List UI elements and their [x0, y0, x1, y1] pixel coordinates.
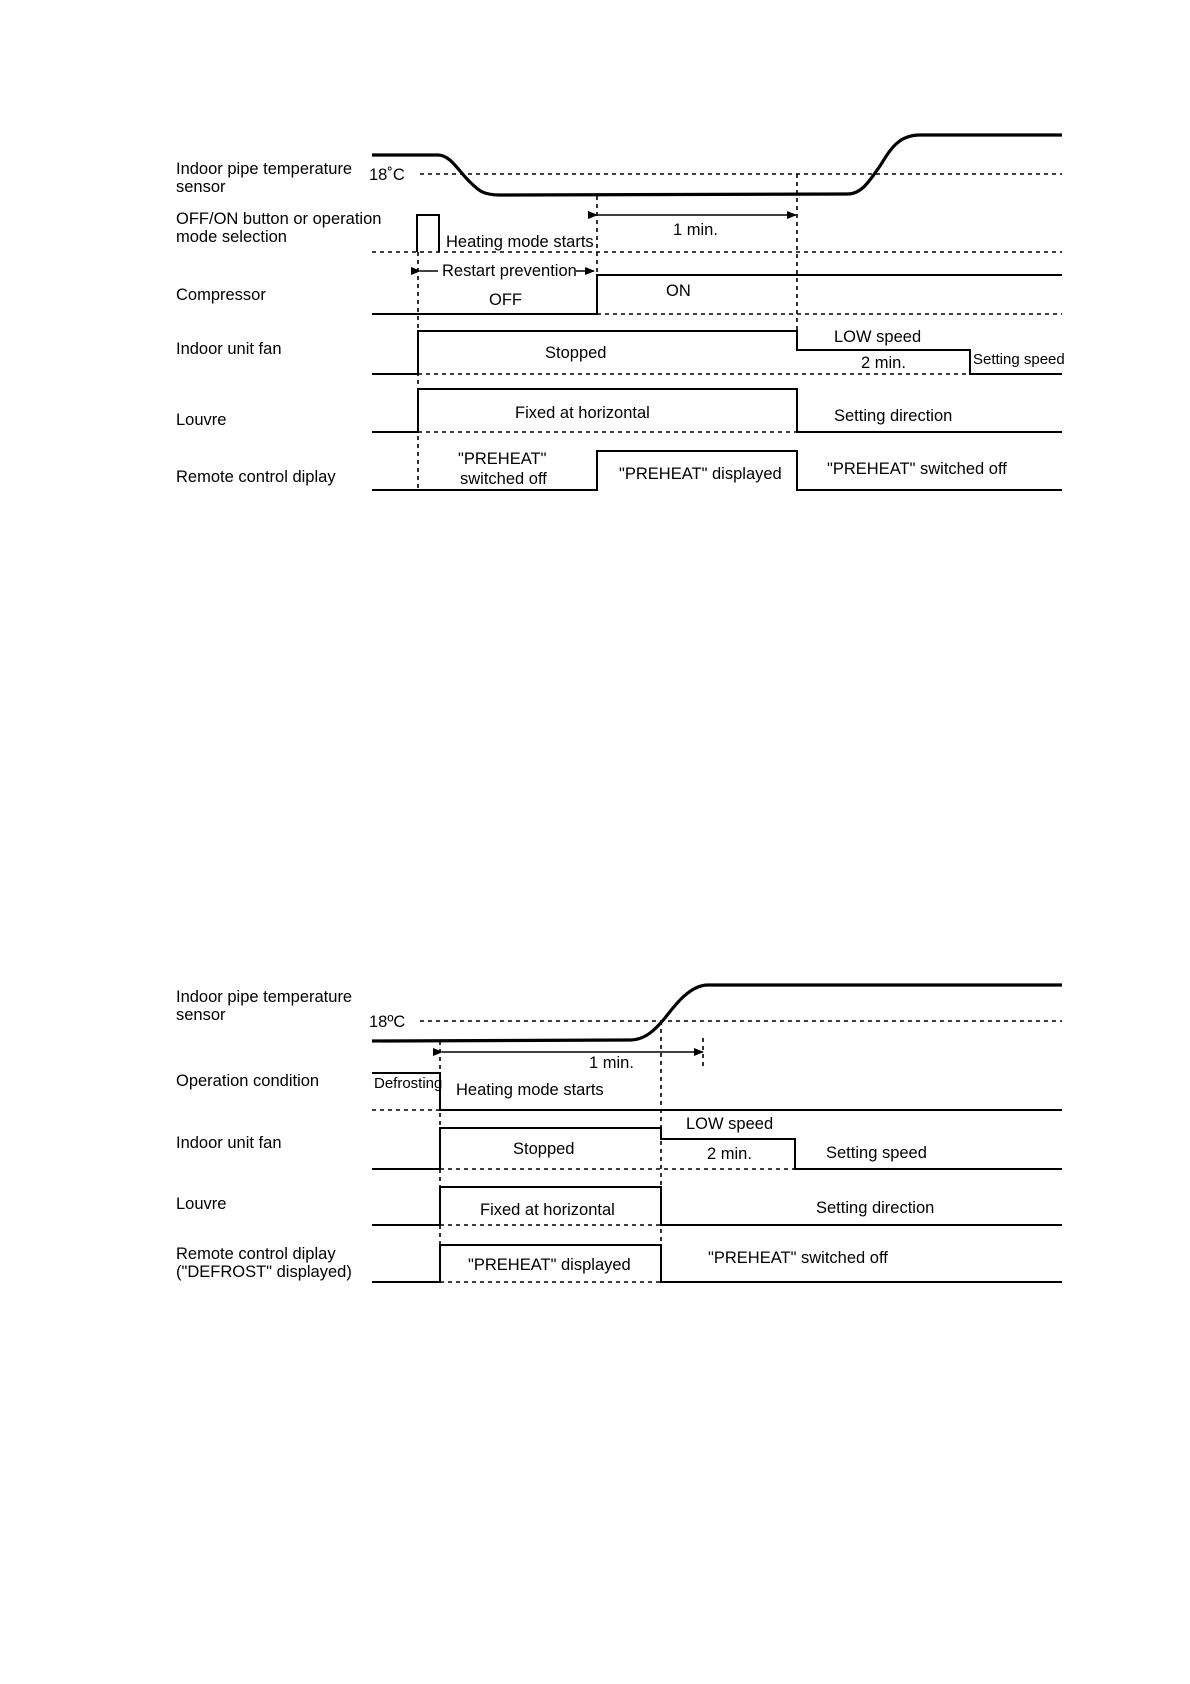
louvre-setting-label-2: Setting direction [816, 1199, 935, 1217]
fan-low-speed-label-2: LOW speed [686, 1115, 774, 1133]
fan-stopped-label: Stopped [545, 344, 607, 362]
timing-diagram-1 [176, 135, 1065, 490]
preheat-off-line2: switched off [460, 470, 547, 488]
fan-stopped-label-2: Stopped [513, 1140, 575, 1158]
fan-low-speed-label: LOW speed [834, 328, 922, 346]
louvre-fixed-label: Fixed at horizontal [515, 404, 650, 422]
fan-setting-speed-label: Setting speed [973, 351, 1065, 368]
label-pipe-sensor-2: sensor [176, 178, 226, 196]
louvre-signal [372, 389, 1062, 432]
label-pipe-sensor-1: Indoor pipe temperature [176, 160, 353, 178]
label-indoor-fan-2: Indoor unit fan [176, 1134, 282, 1152]
louvre-setting-label: Setting direction [834, 407, 953, 425]
pipe-temperature-curve [372, 135, 1062, 195]
preheat-off-line1: "PREHEAT" [458, 450, 547, 468]
preheat-displayed-label: "PREHEAT" displayed [619, 465, 782, 483]
fan-two-min-label: 2 min. [861, 354, 906, 372]
restart-prevention-label: Restart prevention [442, 262, 577, 280]
label-pipe-sensor-1b: Indoor pipe temperature [176, 988, 353, 1006]
compressor-on-label: ON [666, 282, 691, 300]
preheat-switched-off-label: "PREHEAT" switched off [827, 460, 1007, 478]
one-min-label-2: 1 min. [589, 1054, 634, 1072]
label-pipe-sensor-2b: sensor [176, 1006, 226, 1024]
timing-diagram-2 [176, 985, 1062, 1282]
pipe-temperature-curve-2 [372, 985, 1062, 1041]
fan-setting-speed-label-2: Setting speed [826, 1144, 927, 1162]
label-louvre: Louvre [176, 411, 227, 429]
fan-two-min-label-2: 2 min. [707, 1145, 752, 1163]
defrosting-label: Defrosting [374, 1075, 443, 1092]
label-remote-display-1b: Remote control diplay [176, 1245, 336, 1263]
label-remote-display-2b: ("DEFROST" displayed) [176, 1263, 352, 1281]
one-min-label: 1 min. [673, 221, 718, 239]
label-louvre-2: Louvre [176, 1195, 227, 1213]
label-onoff-2: mode selection [176, 228, 287, 246]
label-indoor-fan: Indoor unit fan [176, 340, 282, 358]
label-remote-display: Remote control diplay [176, 468, 336, 486]
label-onoff-1: OFF/ON button or operation [176, 210, 382, 228]
indoor-fan-signal [372, 331, 1062, 374]
heating-mode-starts-label-2: Heating mode starts [456, 1081, 604, 1099]
onoff-pulse [417, 215, 439, 252]
label-operation-condition: Operation condition [176, 1072, 320, 1090]
louvre-signal-2 [372, 1187, 1062, 1225]
compressor-signal [372, 275, 1062, 314]
heating-mode-starts-label: Heating mode starts [446, 233, 594, 251]
label-compressor: Compressor [176, 286, 266, 304]
temp-marker-2: 18ºC [369, 1013, 406, 1031]
preheat-displayed-label-2: "PREHEAT" displayed [468, 1256, 631, 1274]
louvre-fixed-label-2: Fixed at horizontal [480, 1201, 615, 1219]
preheat-switched-off-label-2: "PREHEAT" switched off [708, 1249, 888, 1267]
temp-marker: 18˚C [369, 166, 405, 184]
compressor-off-label: OFF [489, 291, 522, 309]
